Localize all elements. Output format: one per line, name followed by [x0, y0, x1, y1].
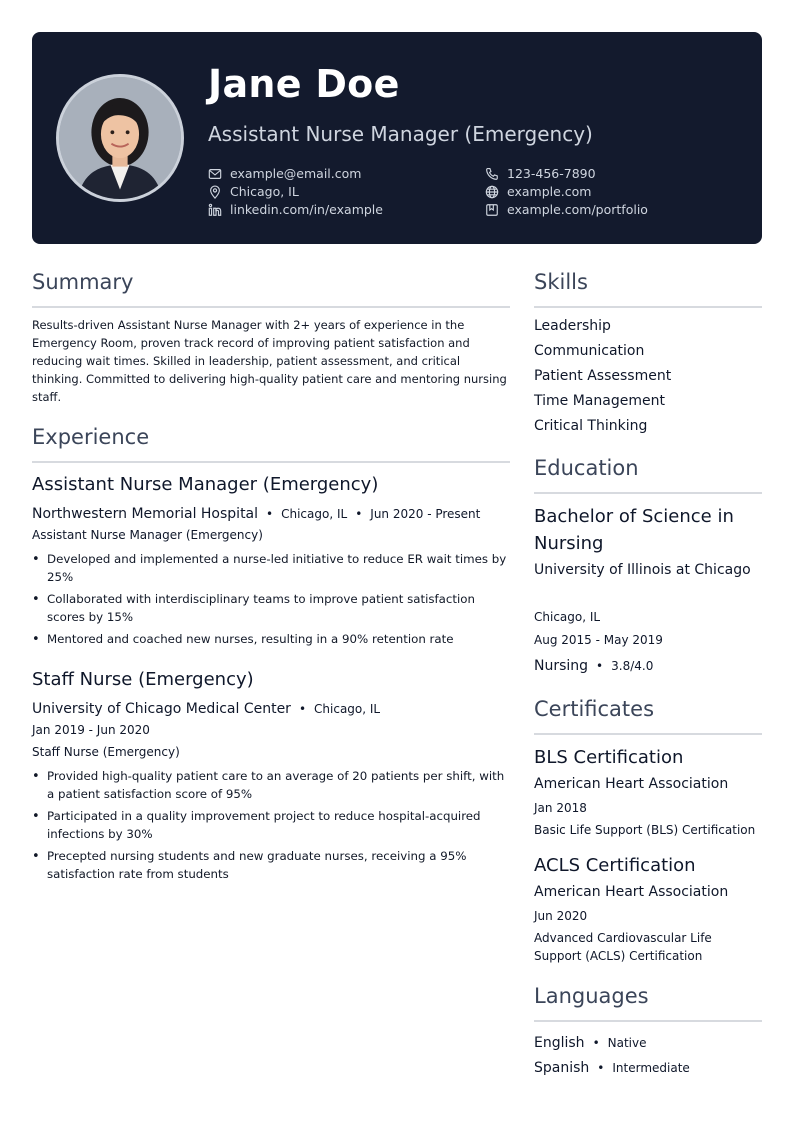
separator-dot: • — [266, 507, 274, 521]
certificates-heading: Certificates — [534, 697, 655, 721]
education-field-gpa — [534, 655, 653, 674]
job-achievements — [32, 550, 510, 652]
candidate-title: Assistant Nurse Manager (Emergency) — [208, 122, 593, 146]
contact-location — [208, 184, 299, 199]
education-heading: Education — [534, 456, 639, 480]
language-level: Native — [607, 1036, 647, 1050]
achievement-item: • Participated in a quality improvement project to reduce hospital-acquired infections by 30% — [32, 807, 510, 843]
achievement-item: • Developed and implemented a nurse-led initiative to reduce ER wait times by 25% — [32, 550, 510, 586]
separator-dot: • — [592, 1036, 600, 1050]
separator-dot: • — [596, 659, 604, 673]
job-title: Staff Nurse (Emergency) — [32, 669, 254, 690]
job-title: Assistant Nurse Manager (Emergency) — [32, 474, 379, 495]
certificate-name: ACLS Certification — [534, 855, 696, 876]
portfolio-icon — [485, 203, 499, 217]
contact-linkedin[interactable] — [208, 202, 383, 217]
contact-phone[interactable] — [485, 166, 596, 181]
language-level: Intermediate — [612, 1061, 690, 1075]
language-name: English — [534, 1035, 585, 1051]
separator-dot: • — [355, 507, 363, 521]
degree-title: Bachelor of Science in Nursing — [534, 506, 734, 554]
certificates-divider — [534, 733, 762, 735]
education-divider — [534, 492, 762, 494]
job-dates: Jan 2019 - Jun 2020 — [32, 723, 150, 737]
phone-icon — [485, 167, 499, 181]
avatar-illustration — [59, 77, 181, 199]
school-name: University of Illinois at Chicago — [534, 562, 751, 578]
field-of-study: Nursing — [534, 658, 589, 674]
phone-text: 123-456-7890 — [507, 166, 596, 181]
job-meta — [32, 503, 480, 522]
resume-header — [32, 32, 762, 244]
languages-heading: Languages — [534, 984, 649, 1008]
language-item — [534, 1032, 647, 1051]
skills-heading: Skills — [534, 270, 588, 294]
skill-item: Time Management — [534, 393, 665, 409]
summary-heading: Summary — [32, 270, 134, 294]
contact-portfolio[interactable] — [485, 202, 648, 217]
achievement-item: • Collaborated with interdisciplinary teams to improve patient satisfaction scores by 15% — [32, 590, 510, 626]
certificate-date: Jun 2020 — [534, 909, 588, 923]
school-location: Chicago, IL — [534, 610, 601, 624]
skills-divider — [534, 306, 762, 308]
summary-divider — [32, 306, 510, 308]
mail-icon — [208, 167, 222, 181]
linkedin-icon — [208, 203, 222, 217]
candidate-name: Jane Doe — [208, 62, 400, 106]
skill-item: Communication — [534, 343, 645, 359]
certificate-issuer: American Heart Association — [534, 884, 729, 900]
job-achievements — [32, 767, 510, 887]
certificate-description: Advanced Cardiovascular Life Support (ACLS) Certification — [534, 931, 712, 963]
job-role: Assistant Nurse Manager (Emergency) — [32, 528, 263, 542]
contact-email[interactable] — [208, 166, 361, 181]
language-name: Spanish — [534, 1060, 590, 1076]
skill-item: Patient Assessment — [534, 368, 672, 384]
education-dates: Aug 2015 - May 2019 — [534, 633, 663, 647]
website-text: example.com — [507, 184, 592, 199]
language-item — [534, 1057, 690, 1076]
job-location: Chicago, IL — [314, 702, 381, 716]
certificate-description: Basic Life Support (BLS) Certification — [534, 823, 756, 837]
location-text: Chicago, IL — [230, 184, 299, 199]
certificate-name: BLS Certification — [534, 747, 684, 768]
job-employer: University of Chicago Medical Center — [32, 701, 291, 717]
job-meta — [32, 698, 380, 717]
achievement-item: • Precepted nursing students and new graduate nurses, receiving a 95% satisfaction rate from students — [32, 847, 510, 883]
separator-dot: • — [298, 702, 307, 716]
email-text: example@email.com — [230, 166, 362, 181]
experience-heading: Experience — [32, 425, 150, 449]
job-location: Chicago, IL — [281, 507, 348, 521]
gpa: 3.8/4.0 — [611, 659, 654, 673]
separator-dot: • — [597, 1061, 605, 1075]
summary-text: Results-driven Assistant Nurse Manager with 2+ years of experience in the Emergency Room, proven track record of improving patient satisfaction and reducing wait times. Skilled in leadership, patient assessment, and critical thinking. Committed to delivering high-quality patient care and mentoring nursing staff. — [32, 318, 507, 404]
certificate-issuer: American Heart Association — [534, 776, 729, 792]
achievement-item: • Mentored and coached new nurses, resulting in a 90% retention rate — [32, 630, 510, 648]
portfolio-text: example.com/portfolio — [507, 202, 648, 217]
certificate-date: Jan 2018 — [534, 801, 587, 815]
globe-icon — [485, 185, 499, 199]
job-dates: Jun 2020 - Present — [370, 507, 481, 521]
achievement-item: • Provided high-quality patient care to an average of 20 patients per shift, with a patient satisfaction score of 95% — [32, 767, 510, 803]
job-role: Staff Nurse (Emergency) — [32, 745, 180, 759]
contact-website[interactable] — [485, 184, 591, 199]
map-pin-icon — [208, 185, 222, 199]
profile-photo — [56, 74, 184, 202]
languages-divider — [534, 1020, 762, 1022]
linkedin-text: linkedin.com/in/example — [230, 202, 383, 217]
job-employer: Northwestern Memorial Hospital — [32, 506, 259, 522]
skill-item: Leadership — [534, 318, 611, 334]
skill-item: Critical Thinking — [534, 418, 648, 434]
experience-divider — [32, 461, 510, 463]
